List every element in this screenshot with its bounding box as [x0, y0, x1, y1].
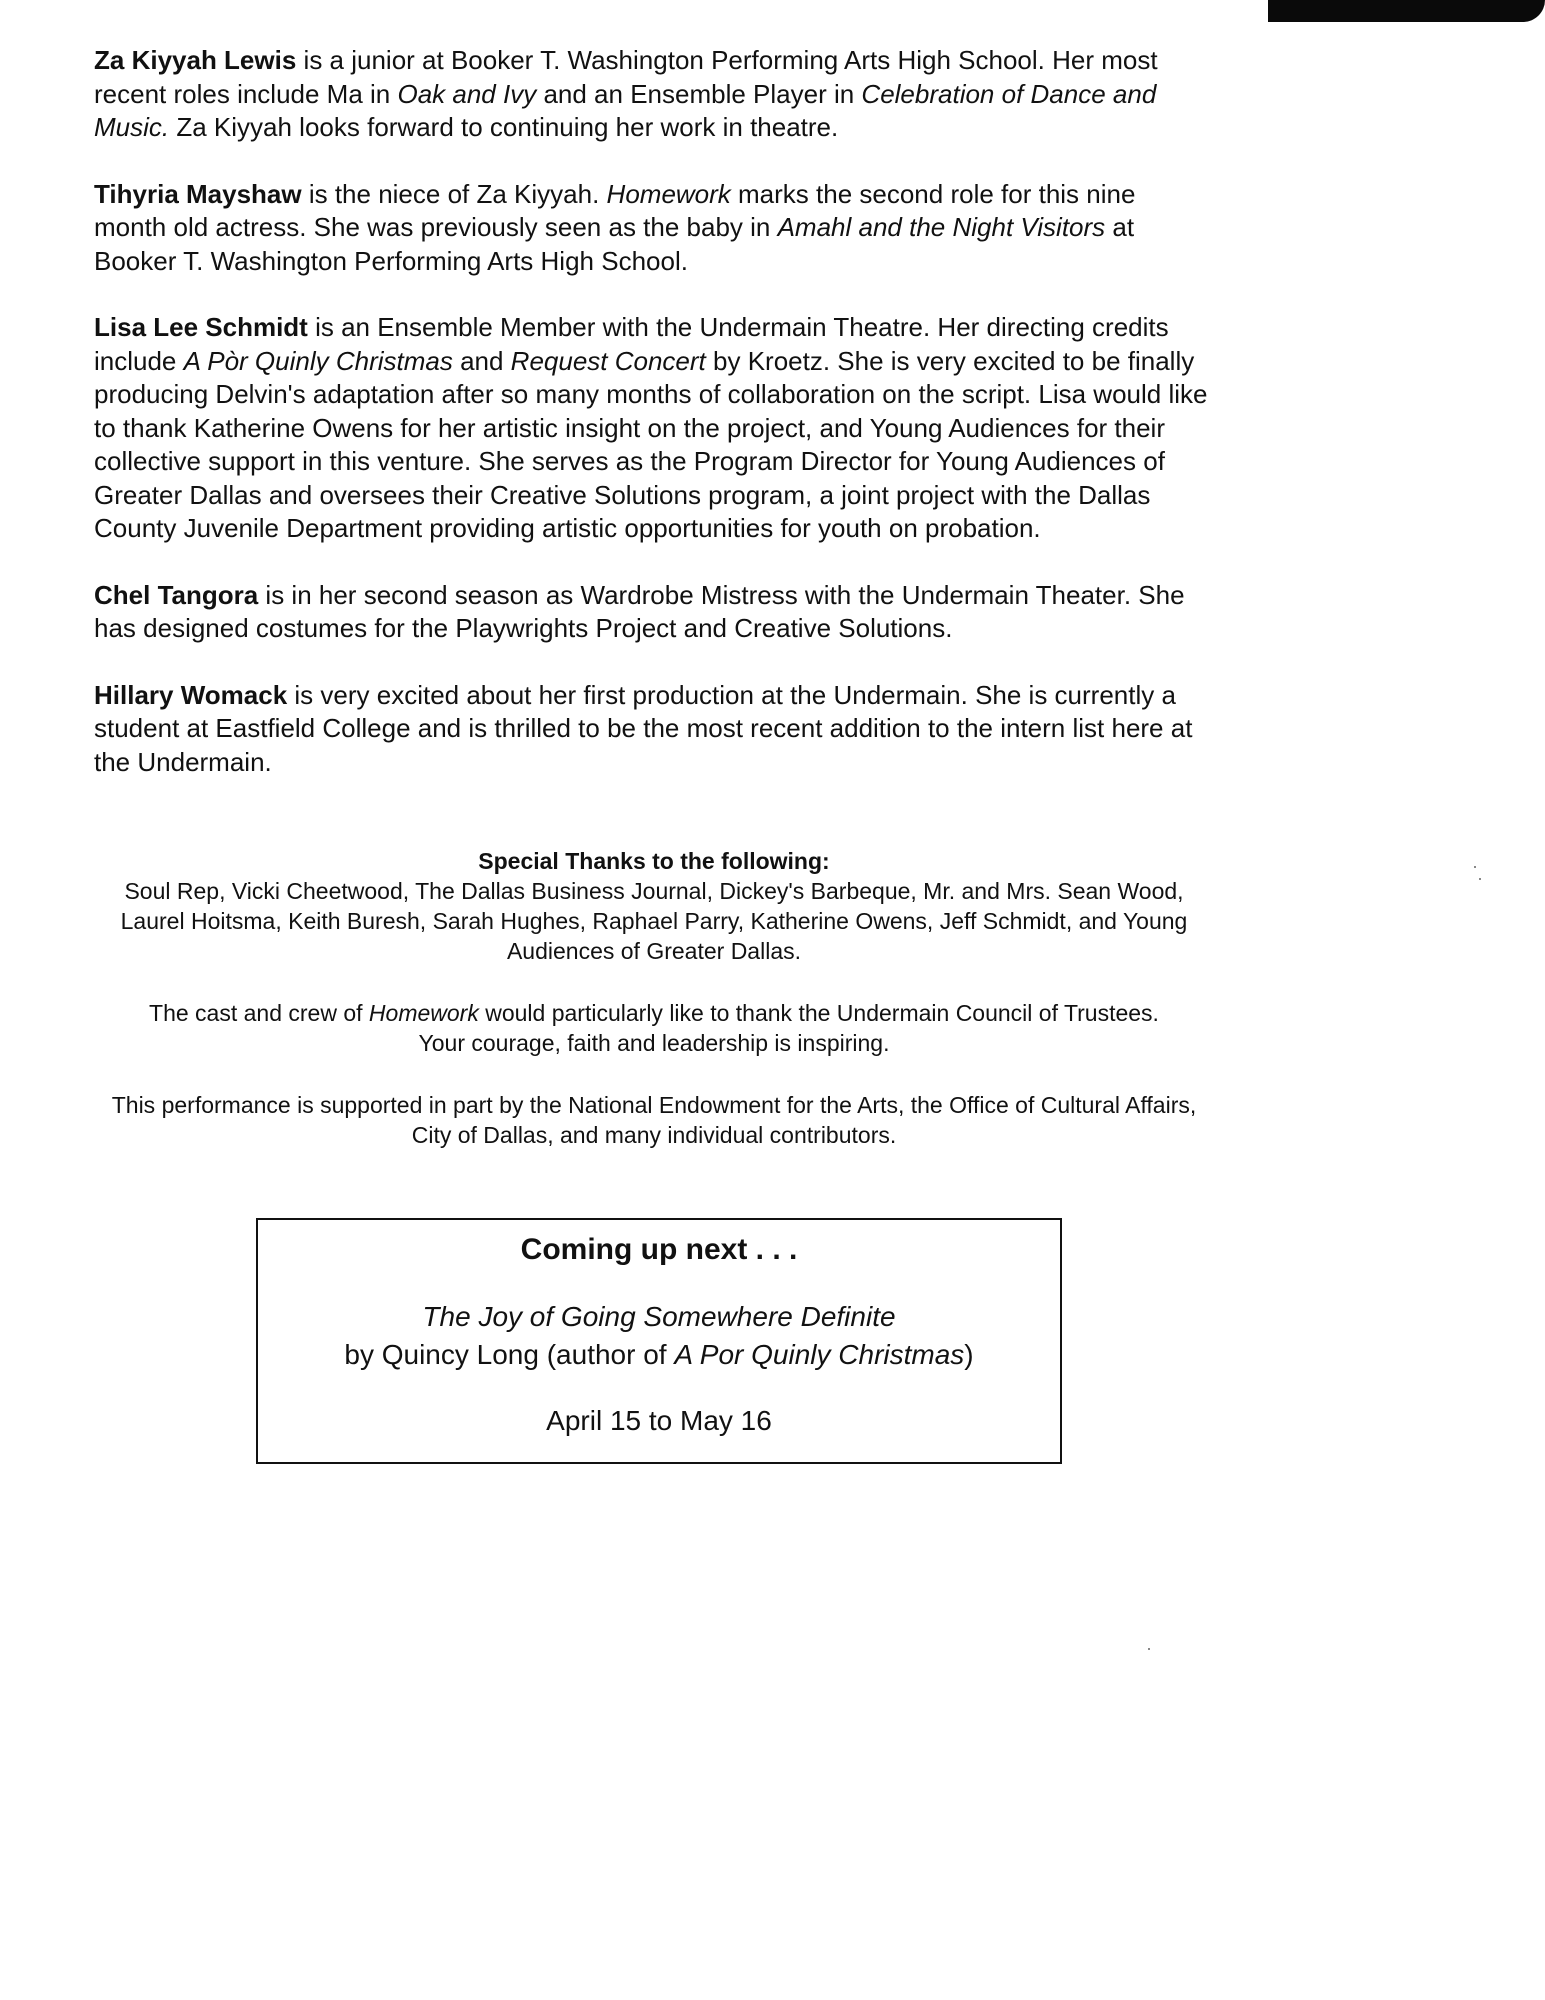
bio-paragraph — [94, 679, 1214, 780]
bio-paragraph — [94, 579, 1214, 646]
coming-up-author-line — [258, 1336, 1060, 1374]
coming-up-box — [256, 1218, 1062, 1464]
bio-text: at Booker T. Washington Performing Arts High School. — [94, 212, 1135, 276]
bio-text: is an Ensemble Member with the Undermain Theatre. Her directing credits include — [94, 312, 1169, 376]
bio-text: is the niece of Za Kiyyah. — [301, 178, 607, 209]
bio-name: Tihyria Mayshaw — [94, 178, 302, 209]
bio-name: Za Kiyyah Lewis — [94, 45, 297, 75]
bio-name: Lisa Lee Schmidt — [94, 312, 308, 342]
bio-text: is in her second season as Wardrobe Mistress with the Undermain Theater. She has designed costumes for the Playwrights Project and Creative Solutions. — [94, 579, 1185, 643]
bio-name: Hillary Womack — [94, 679, 288, 710]
bio-text: and an Ensemble Player in — [536, 78, 862, 109]
support-block — [94, 1090, 1214, 1150]
scan-speck — [1474, 866, 1476, 868]
bio-paragraph — [94, 178, 1214, 279]
special-thanks-section — [94, 846, 1214, 1182]
bio-name: Chel Tangora — [94, 579, 259, 610]
thanks-list: Soul Rep, Vicki Cheetwood, The Dallas Business Journal, Dickey's Barbeque, Mr. and Mrs. Sean Wood, Laurel Hoitsma, Keith Buresh, Sarah Hughes, Raphael Parry, Katherine Owens, Jeff Schmidt, and Young Audiences of Greater Dallas. — [120, 878, 1188, 964]
bio-work-title: A Pòr Quinly Christmas — [183, 345, 453, 376]
author-pre: by Quincy Long (author of — [344, 1339, 675, 1370]
scan-speck — [1148, 1648, 1150, 1650]
thanks-block — [94, 846, 1214, 966]
cast-thanks-line-2: Your courage, faith and leadership is inspiring. — [418, 1030, 890, 1056]
bio-work-title: Request Concert — [510, 345, 706, 376]
bio-work-title: Celebration of Dance and Music. — [94, 78, 1157, 142]
coming-up-play-title: The Joy of Going Somewhere Definite — [422, 1301, 896, 1332]
bio-work-title: Amahl and the Night Visitors — [777, 212, 1106, 242]
bio-paragraph — [94, 311, 1214, 546]
cast-thanks-play: Homework — [368, 1000, 479, 1026]
bio-text: marks the second role for this nine month old actress. She was previously seen as the baby in — [94, 178, 1136, 242]
cast-thanks-pre: The cast and crew of — [149, 1000, 369, 1026]
author-post: ) — [964, 1339, 974, 1370]
scan-corner-mark — [1268, 0, 1545, 22]
scan-speck — [1479, 878, 1481, 880]
bio-text: and — [452, 345, 511, 376]
coming-up-title: Coming up next . . . — [520, 1233, 798, 1266]
cast-thanks-block — [94, 998, 1214, 1058]
bio-work-title: Homework — [606, 178, 731, 209]
bio-text: is a junior at Booker T. Washington Performing Arts High School. Her most recent roles include Ma in — [94, 45, 1158, 109]
bio-text: is very excited about her first production at the Undermain. She is currently a student at Eastfield College and is thrilled to be the most recent addition to the intern list here at the Undermain. — [94, 679, 1193, 777]
bio-text: Za Kiyyah looks forward to continuing her work in theatre. — [169, 112, 839, 142]
author-prior-work: A Por Quinly Christmas — [674, 1339, 965, 1370]
thanks-heading: Special Thanks to the following: — [478, 848, 830, 874]
support-text: This performance is supported in part by the National Endowment for the Arts, the Office of Cultural Affairs, City of Dallas, and many individual contributors. — [111, 1092, 1197, 1148]
bios-section — [94, 44, 1214, 812]
cast-thanks-post: would particularly like to thank the Undermain Council of Trustees. — [478, 1000, 1159, 1026]
bio-work-title: Oak and Ivy — [397, 78, 537, 109]
cast-thanks-line — [94, 998, 1214, 1028]
bio-paragraph — [94, 44, 1214, 145]
bio-text: by Kroetz. She is very excited to be finally producing Delvin's adaptation after so many months of collaboration on the script. Lisa would like to thank Katherine Owens for her artistic insight on the project, and Young Audiences for their collective support in this venture. She serves as the Program Director for Young Audiences of Greater Dallas and oversees their Creative Solutions program, a joint project with the Dallas County Juvenile Department providing artistic opportunities for youth on probation. — [94, 345, 1208, 543]
coming-up-dates: April 15 to May 16 — [546, 1405, 772, 1436]
